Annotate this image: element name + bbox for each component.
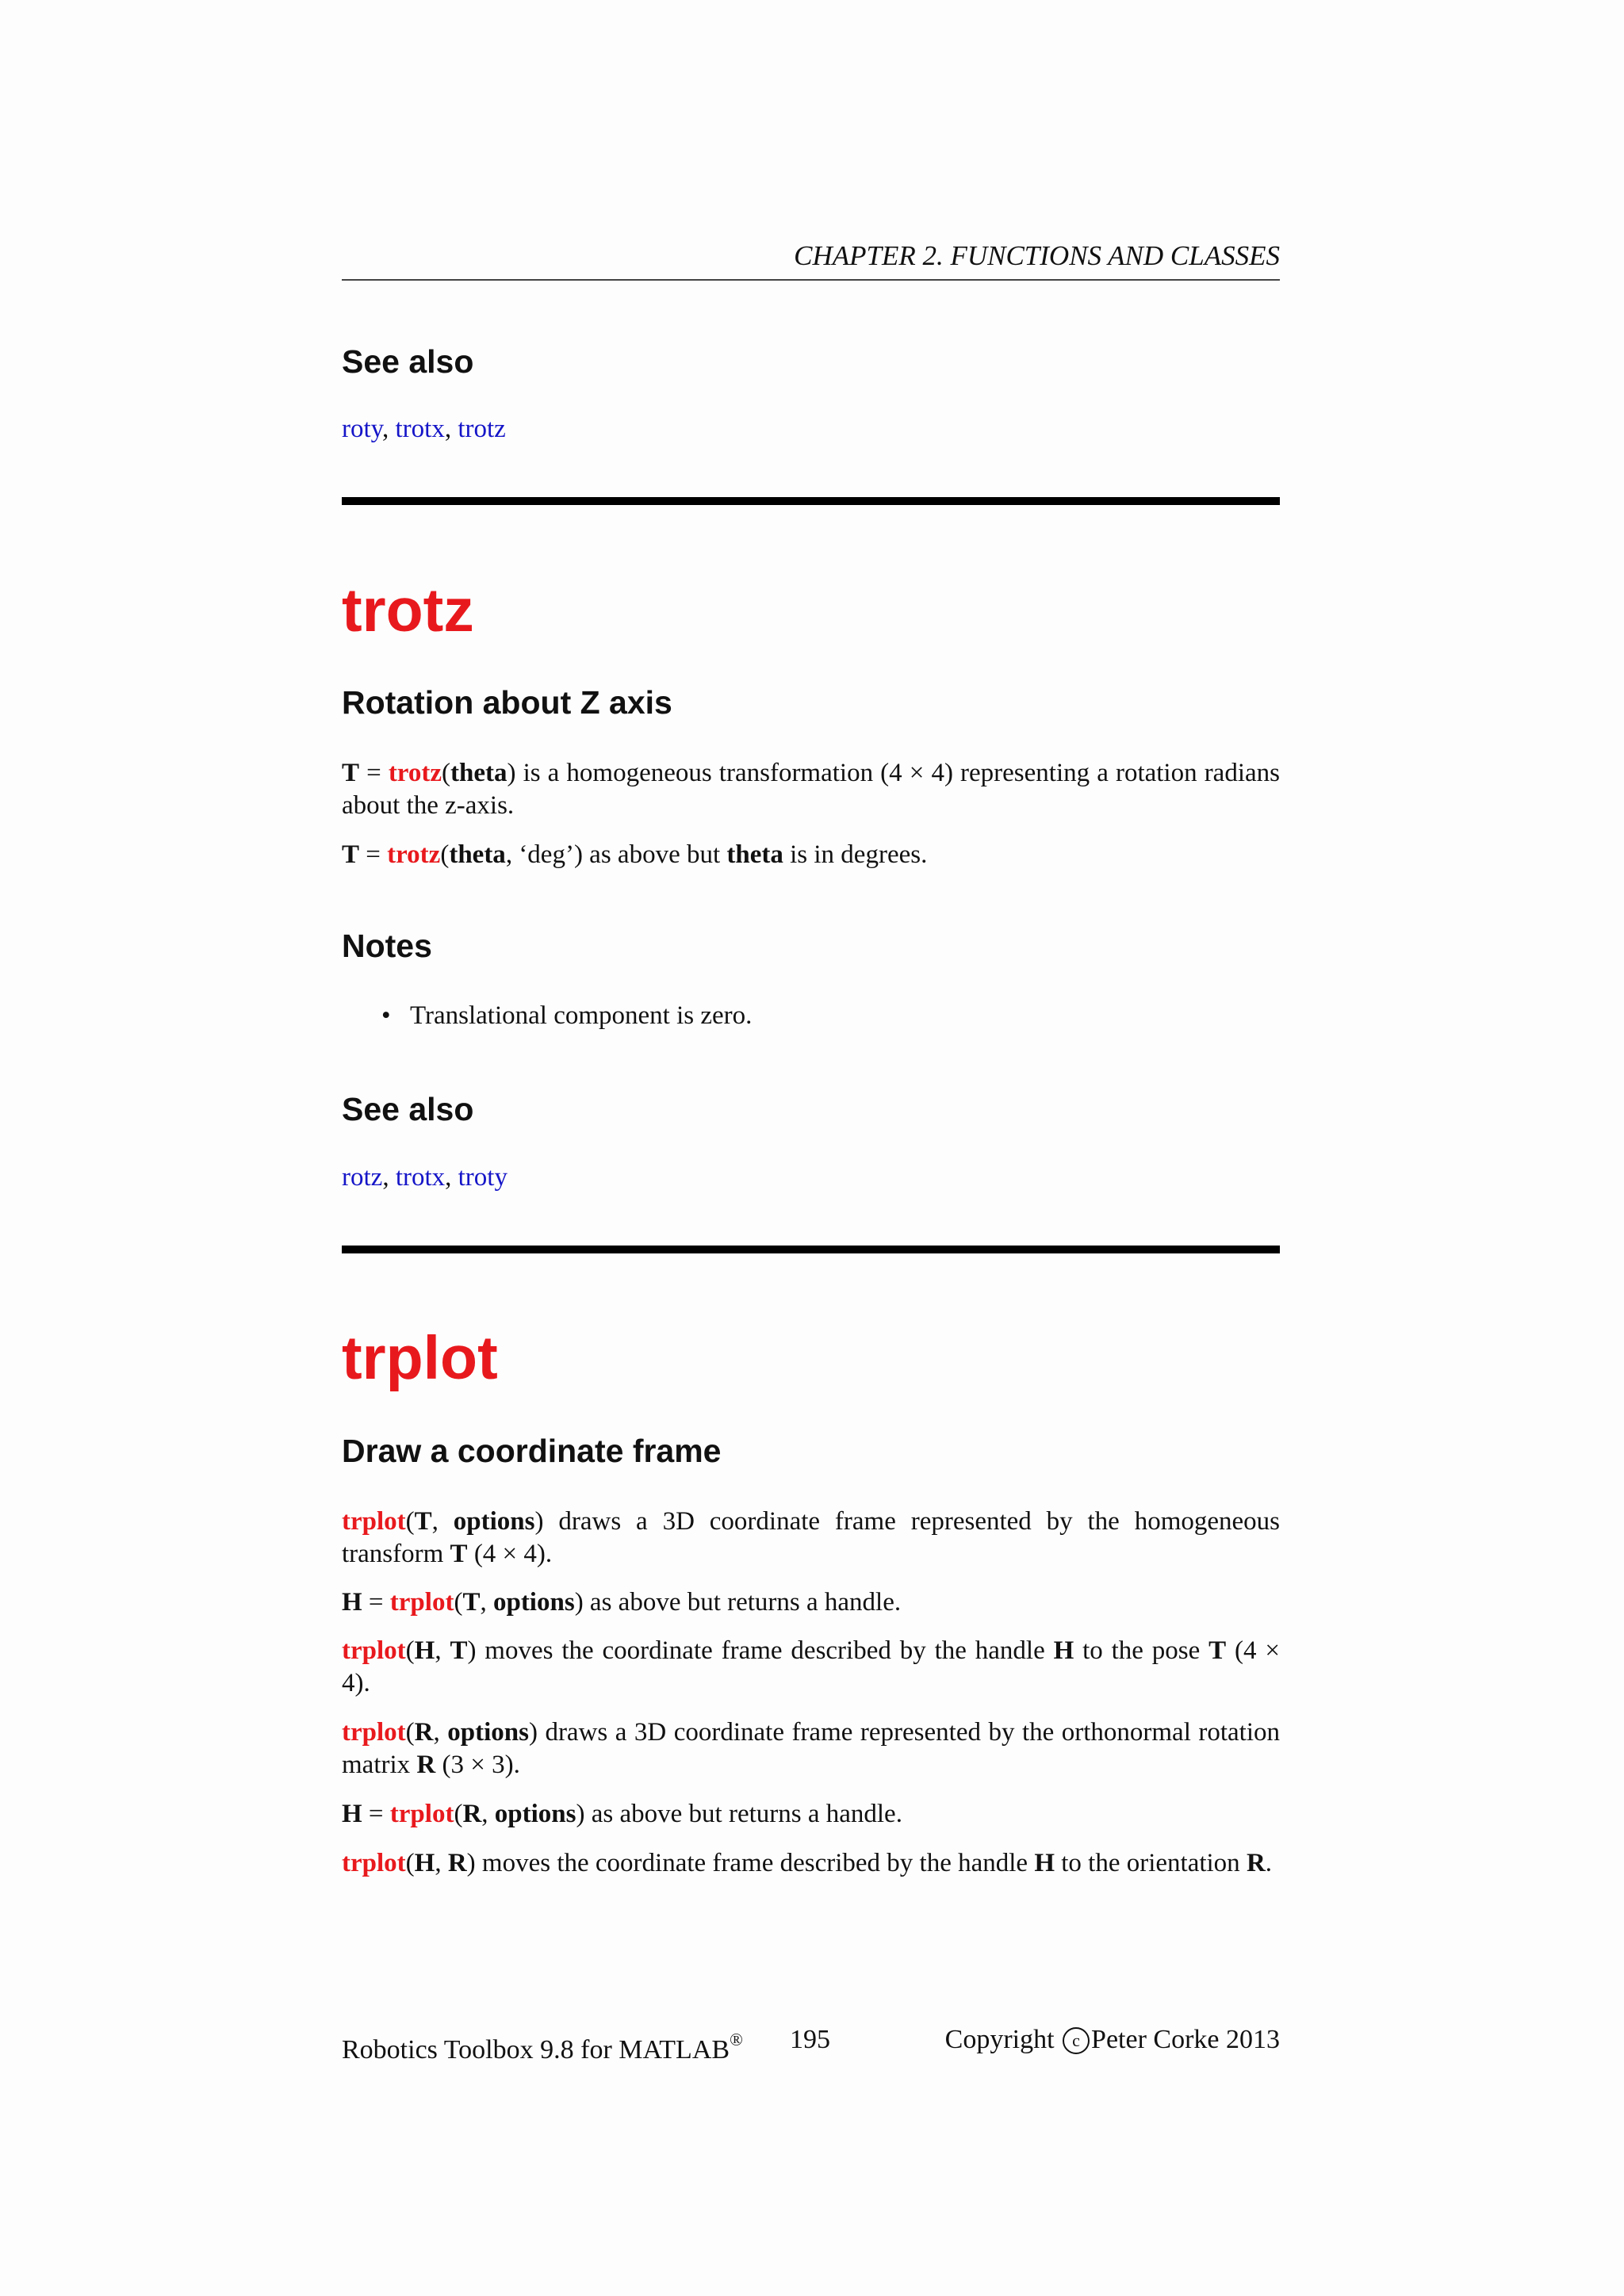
arg-theta: theta: [449, 840, 506, 869]
text: (4 × 4).: [342, 1636, 1281, 1697]
link-trotx[interactable]: trotx: [395, 1163, 446, 1192]
text: ) moves the coordinate frame described by the handle: [466, 1849, 1035, 1877]
function-title-trplot: trplot: [342, 1324, 498, 1392]
text: (3 × 3).: [435, 1751, 520, 1779]
equals: =: [359, 840, 388, 869]
note-text: Translational component is zero.: [410, 1001, 753, 1030]
fn-trplot[interactable]: trplot: [342, 1507, 406, 1536]
bullet-icon: •: [381, 1001, 391, 1030]
section-divider: [342, 1246, 1280, 1253]
var-T: T: [342, 840, 360, 869]
trplot-description-6: trplot(H, R) moves the coordinate frame described by the handle H to the orientation R.: [342, 1849, 1273, 1877]
fn-trplot[interactable]: trplot: [342, 1849, 406, 1877]
function-subtitle-trplot: Draw a coordinate frame: [342, 1433, 722, 1469]
trotz-description-2-text: is in degrees.: [783, 840, 928, 869]
equals: =: [359, 759, 389, 787]
arg-H: H: [414, 1849, 435, 1877]
var-T: T: [1208, 1636, 1227, 1665]
page-number: 195: [790, 2025, 830, 2054]
var-R: R: [416, 1751, 436, 1779]
fn-trotz[interactable]: trotz: [387, 840, 441, 869]
text: .: [1265, 1849, 1273, 1877]
arg-options: options: [492, 1588, 575, 1617]
text: to the pose: [1074, 1636, 1209, 1665]
arg-R: R: [462, 1800, 482, 1828]
fn-trotz[interactable]: trotz: [388, 759, 442, 787]
notes-list-item: [381, 1000, 752, 1032]
footer-book-title: [342, 2022, 743, 2068]
arg-options: options: [453, 1507, 535, 1536]
function-subtitle-trotz: Rotation about Z axis: [342, 684, 672, 721]
page-footer: [342, 2022, 1280, 2064]
trotz-description-1: [342, 757, 1280, 822]
var-H: H: [342, 1800, 362, 1828]
copyright-holder: Peter Corke 2013: [1091, 2025, 1280, 2054]
fn-trplot[interactable]: trplot: [342, 1718, 406, 1747]
section-divider: [342, 497, 1280, 505]
text: ) as above but returns a handle.: [576, 1800, 902, 1828]
var-T: T: [450, 1540, 468, 1568]
link-rotz[interactable]: rotz: [342, 1163, 383, 1192]
trplot-description-2: H = trplot(T, options) as above but returns a handle.: [342, 1588, 902, 1617]
link-roty[interactable]: roty: [342, 415, 383, 443]
arg-theta: theta: [726, 840, 783, 869]
see-also-heading: See also: [342, 343, 474, 380]
document-page: [342, 0, 1280, 2296]
trotz-description-2: [342, 839, 1280, 871]
var-T: T: [342, 759, 360, 787]
arg-options: options: [447, 1718, 529, 1747]
fn-trplot[interactable]: trplot: [389, 1588, 454, 1617]
trotz-description-1-text: ) is a homogeneous transformation (4 × 4) representing a rotation radians about the z-axis.: [342, 759, 1280, 820]
var-H: H: [342, 1588, 362, 1617]
see-also-links: rotz, trotx, troty: [342, 1163, 508, 1192]
arg-options: options: [494, 1800, 576, 1828]
trplot-description-5: H = trplot(R, options) as above but returns a handle.: [342, 1800, 902, 1828]
text: ) moves the coordinate frame described by the handle: [467, 1636, 1054, 1665]
arg-T: T: [462, 1588, 481, 1617]
fn-trplot[interactable]: trplot: [389, 1800, 454, 1828]
arg-H: H: [414, 1636, 435, 1665]
copyright-icon: c: [1063, 2027, 1090, 2054]
paren: (: [440, 840, 450, 869]
registered-mark: ®: [730, 2030, 743, 2049]
trplot-description-4: trplot(R, options) draws a 3D coordinate frame represented by the orthonormal rotation matrix R (3 × 3).: [342, 1718, 1281, 1779]
link-trotz[interactable]: trotz: [458, 415, 506, 443]
text: to the orientation: [1054, 1849, 1247, 1877]
footer-title-text: Robotics Toolbox 9.8 for MATLAB: [342, 2035, 730, 2064]
arg-T: T: [450, 1636, 468, 1665]
function-title-trotz: trotz: [342, 576, 474, 645]
trplot-description-3: trplot(H, T) moves the coordinate frame described by the handle H to the pose T (4 × 4).: [342, 1636, 1281, 1697]
text: ) draws a 3D coordinate frame represented by the orthonormal rotation matrix: [342, 1718, 1281, 1779]
var-H: H: [1053, 1636, 1074, 1665]
arg-R: R: [447, 1849, 467, 1877]
trotz-description-2-mid: , ‘deg’) as above but: [505, 840, 727, 869]
var-H: H: [1034, 1849, 1055, 1877]
see-also-heading: See also: [342, 1091, 474, 1127]
paren: (: [442, 759, 450, 787]
arg-T: T: [414, 1507, 432, 1536]
link-trotx[interactable]: trotx: [395, 415, 445, 443]
notes-heading: Notes: [342, 928, 432, 964]
link-troty[interactable]: troty: [458, 1163, 508, 1192]
text: ) as above but returns a handle.: [574, 1588, 902, 1617]
copyright-prefix: Copyright: [944, 2025, 1062, 2054]
text: ) draws a 3D coordinate frame represented by the homogeneous transform: [342, 1507, 1281, 1568]
fn-trplot[interactable]: trplot: [342, 1636, 406, 1665]
see-also-links: roty, trotx, trotz: [342, 415, 506, 443]
text: (4 × 4).: [467, 1540, 553, 1568]
trplot-description-1: trplot(T, options) draws a 3D coordinate frame represented by the homogeneous transform T (4 × 4).: [342, 1507, 1281, 1568]
footer-copyright: [945, 2022, 1280, 2058]
arg-theta: theta: [450, 759, 508, 787]
running-header: CHAPTER 2. FUNCTIONS AND CLASSES: [342, 238, 1280, 281]
arg-R: R: [414, 1718, 434, 1747]
var-R: R: [1246, 1849, 1266, 1877]
